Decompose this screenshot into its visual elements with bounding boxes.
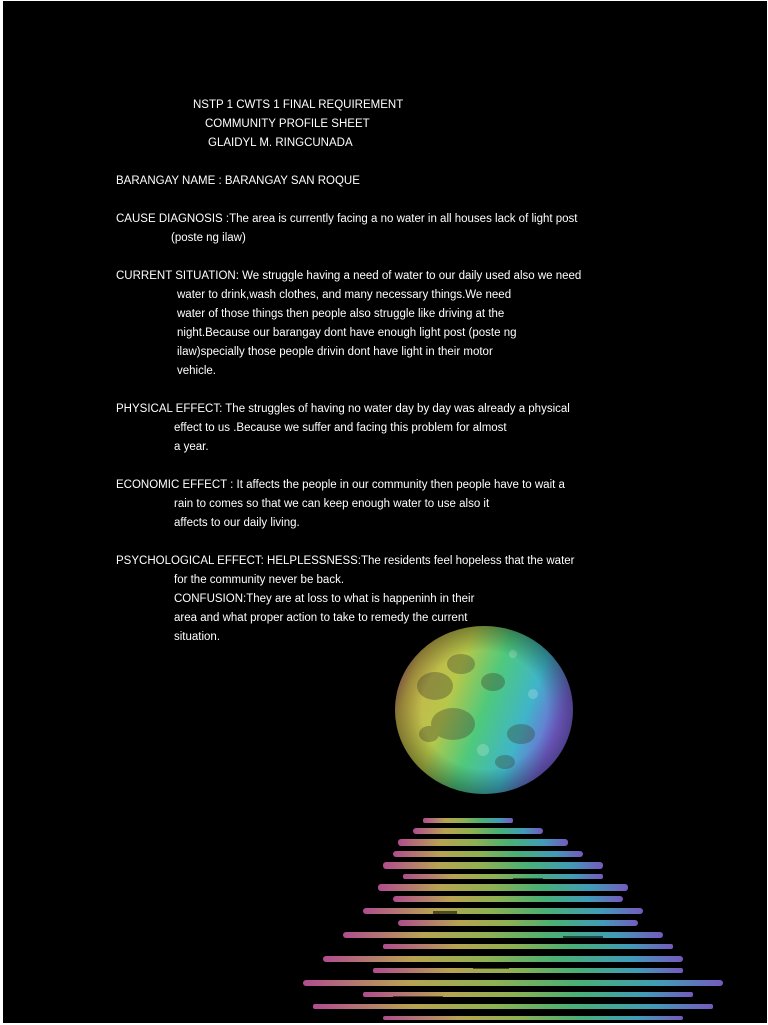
psychological-effect-line: PSYCHOLOGICAL EFFECT: HELPLESSNESS:The residents feel hopeless that the water: [116, 555, 575, 567]
current-situation-line: ilaw)specially those people drivin dont have light in their motor: [177, 346, 493, 358]
barangay-name: BARANGAY NAME : BARANGAY SAN ROQUE: [116, 175, 360, 187]
current-situation-line: water to drink,wash clothes, and many necessary things.We need: [177, 289, 512, 301]
document-page: [3, 1, 767, 1023]
moon-reflection-image: [303, 816, 733, 1023]
current-situation-line: water of those things then people also struggle like driving at the: [177, 308, 505, 320]
header-subtitle: COMMUNITY PROFILE SHEET: [205, 118, 370, 130]
cause-diagnosis-line: CAUSE DIAGNOSIS :The area is currently facing a no water in all houses lack of light post: [116, 213, 578, 225]
physical-effect-line: a year.: [174, 441, 209, 453]
rainbow-moon-image: [393, 624, 575, 796]
current-situation-line: vehicle.: [177, 365, 216, 377]
current-situation-line: night.Because our barangay dont have enough light post (poste ng: [177, 327, 517, 339]
economic-effect-line: ECONOMIC EFFECT : It affects the people in our community then people have to wait a: [116, 479, 565, 491]
physical-effect-line: PHYSICAL EFFECT: The struggles of having no water day by day was already a physical: [116, 403, 570, 415]
economic-effect-line: rain to comes so that we can keep enough water to use also it: [174, 498, 490, 510]
physical-effect-line: effect to us .Because we suffer and facing this problem for almost: [174, 422, 507, 434]
psychological-effect-line: situation.: [174, 631, 221, 643]
current-situation-line: CURRENT SITUATION: We struggle having a need of water to our daily used also we need: [116, 270, 582, 282]
psychological-effect-line: for the community never be back.: [174, 574, 345, 586]
economic-effect-line: affects to our daily living.: [174, 517, 300, 529]
cause-diagnosis-line: (poste ng ilaw): [171, 232, 246, 244]
psychological-effect-line: CONFUSION:They are at loss to what is happeninh in their: [174, 593, 475, 605]
header-title: NSTP 1 CWTS 1 FINAL REQUIREMENT: [193, 99, 404, 111]
header-author: GLAIDYL M. RINGCUNADA: [208, 137, 353, 149]
psychological-effect-line: area and what proper action to take to remedy the current: [174, 612, 468, 624]
